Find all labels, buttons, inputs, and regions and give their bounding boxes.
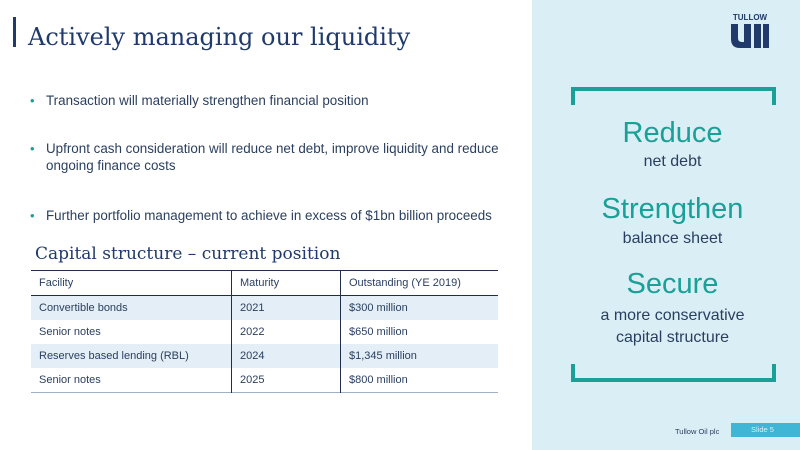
cell-maturity: 2024	[232, 344, 341, 368]
bullet-dot-icon: •	[30, 208, 35, 223]
secure-subtext-line2: capital structure	[616, 329, 729, 346]
cell-maturity: 2025	[232, 368, 341, 393]
logo-mark-icon	[731, 24, 769, 48]
cell-facility: Convertible bonds	[31, 296, 232, 321]
table-row	[31, 344, 498, 368]
secure-subtext-line1: a more conservative	[600, 307, 745, 324]
table-row	[31, 320, 498, 344]
secure-heading: Secure	[626, 268, 719, 300]
bullet-dot-icon: •	[30, 141, 35, 156]
capital-structure-table	[31, 270, 498, 393]
strengthen-subtext: balance sheet	[622, 230, 723, 247]
page-title: Actively managing our liquidity	[28, 23, 411, 51]
cell-facility: Senior notes	[31, 368, 232, 393]
footer-company: Tullow Oil plc	[675, 427, 720, 436]
table-row	[31, 368, 498, 393]
bullet-item	[30, 140, 530, 174]
cell-outstanding: $800 million	[349, 374, 408, 386]
bullet-text: Upfront cash consideration will reduce net debt, improve liquidity and reduce ongoing finance costs	[46, 141, 499, 173]
bullet-dot-icon: •	[30, 93, 35, 108]
strengthen-heading: Strengthen	[601, 193, 744, 225]
table-row	[31, 296, 498, 321]
bullet-text: Transaction will materially strengthen financial position	[46, 93, 369, 108]
cell-maturity: 2021	[232, 296, 341, 321]
table-header-row	[31, 271, 498, 296]
bullet-item	[30, 207, 530, 224]
bullet-item	[30, 92, 530, 109]
reduce-subtext: net debt	[643, 153, 702, 170]
header-facility: Facility	[31, 271, 232, 296]
capital-structure-title: Capital structure – current position	[35, 244, 341, 264]
bracket-top	[571, 87, 776, 105]
cell-outstanding: $300 million	[349, 302, 408, 314]
tullow-logo	[727, 12, 773, 52]
title-accent-bar	[13, 17, 16, 47]
bullet-text: Further portfolio management to achieve in excess of $1bn billion proceeds	[46, 208, 492, 223]
bracket-bottom	[571, 364, 776, 382]
cell-maturity: 2022	[232, 320, 341, 344]
slide-number: Slide 5	[731, 423, 800, 437]
cell-outstanding: $1,345 million	[349, 350, 417, 362]
reduce-heading: Reduce	[622, 117, 723, 149]
cell-facility: Senior notes	[31, 320, 232, 344]
header-outstanding: Outstanding (YE 2019)	[349, 277, 461, 289]
cell-facility: Reserves based lending (RBL)	[31, 344, 232, 368]
header-maturity: Maturity	[232, 271, 341, 296]
logo-text: TULLOW	[732, 13, 768, 22]
cell-outstanding: $650 million	[349, 326, 408, 338]
